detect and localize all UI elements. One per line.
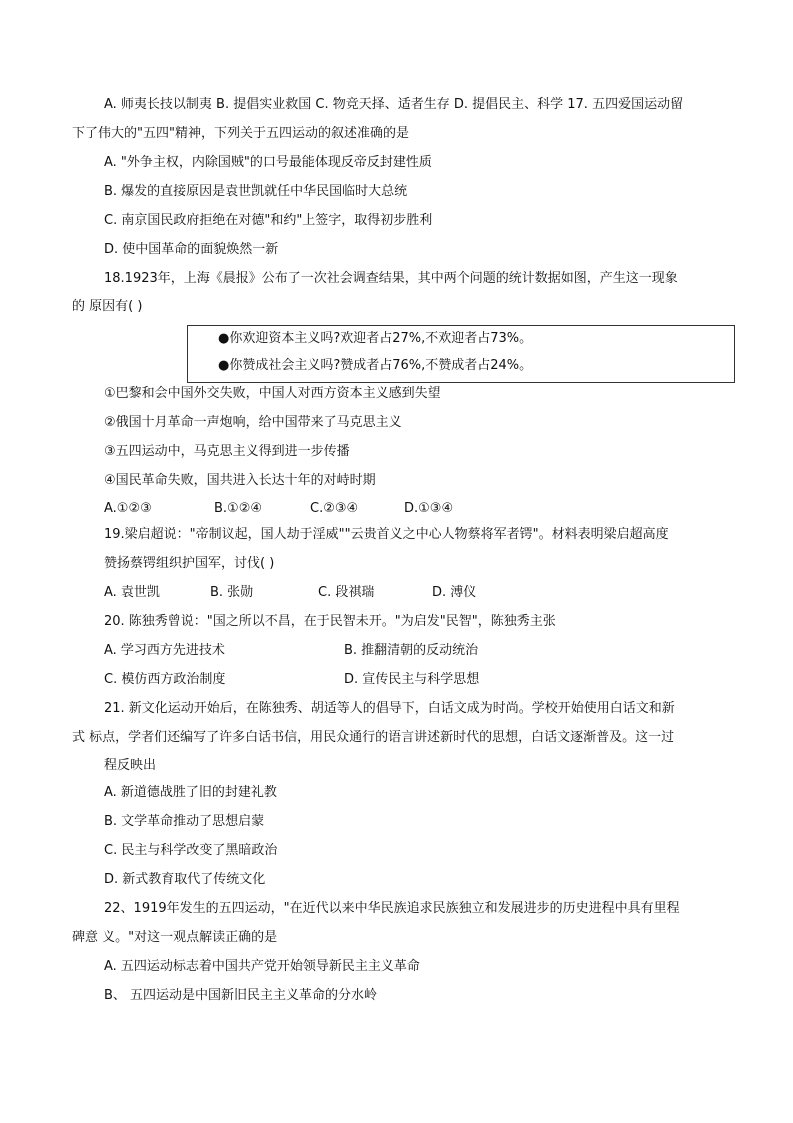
q19-stem-cont: 赞扬蔡锷组织护国军，讨伐( )	[104, 556, 275, 571]
q18-statement-2: ②俄国十月革命一声炮响，给中国带来了马克思主义	[104, 415, 402, 430]
q20-stem: 20. 陈独秀曾说："国之所以不昌，在于民智未开。"为启发"民智"，陈独秀主张	[104, 614, 556, 629]
q16-options-line: A. 师夷长技以制夷 B. 提倡实业救国 C. 物竞天择、适者生存 D. 提倡民主、科学 17. 五四爱国运动留	[104, 97, 684, 112]
q20-option-a: A. 学习西方先进技术	[104, 643, 225, 658]
q21-option-c: C. 民主与科学改变了黑暗政治	[104, 843, 278, 858]
q17-option-b: B. 爆发的直接原因是袁世凯就任中华民国临时大总统	[104, 184, 408, 199]
q19-option-c: C. 段祺瑞	[318, 585, 375, 600]
q18-stem: 18.1923年，上海《晨报》公布了一次社会调查结果，其中两个问题的统计数据如图，产生这一现象	[104, 271, 678, 286]
q19-option-b: B. 张勋	[210, 585, 254, 600]
q18-option-d: D.①③④	[404, 501, 454, 516]
q17-option-a: A. "外争主权，内除国贼"的口号最能体现反帝反封建性质	[104, 155, 432, 170]
q20-option-c: C. 模仿西方政治制度	[104, 672, 226, 687]
q18-option-a: A.①②③	[104, 501, 152, 516]
survey-line-capitalism: ●你欢迎资本主义吗?欢迎者占27%,不欢迎者占73%。	[218, 331, 533, 346]
q19-option-d: D. 溥仪	[432, 585, 477, 600]
q22-option-b: B、 五四运动是中国新旧民主主义革命的分水岭	[104, 988, 378, 1003]
q18-option-c: C.②③④	[310, 501, 359, 516]
survey-box	[187, 325, 735, 383]
q21-stem-cont: 式 标点，学者们还编写了许多白话书信，用民众通行的语言讲述新时代的思想，白话文逐渐普及。这一过	[72, 730, 675, 745]
q20-option-b: B. 推翻清朝的反动统治	[344, 643, 479, 658]
q21-option-d: D. 新式教育取代了传统文化	[104, 872, 266, 887]
q22-option-a: A. 五四运动标志着中国共产党开始领导新民主主义革命	[104, 959, 420, 974]
q21-option-a: A. 新道德战胜了旧的封建礼教	[104, 785, 277, 800]
q18-statement-4: ④国民革命失败，国共进入长达十年的对峙时期	[104, 473, 376, 488]
q22-stem: 22、1919年发生的五四运动，"在近代以来中华民族追求民族独立和发展进步的历史进程中具有里程	[104, 901, 680, 916]
survey-line-socialism: ●你赞成社会主义吗?赞成者占76%,不赞成者占24%。	[218, 358, 533, 373]
q19-option-a: A. 袁世凯	[104, 585, 160, 600]
q21-stem: 21. 新文化运动开始后，在陈独秀、胡适等人的倡导下，白话文成为时尚。学校开始使用白话文和新	[104, 701, 675, 716]
q17-option-d: D. 使中国革命的面貌焕然一新	[104, 242, 279, 257]
q18-statement-3: ③五四运动中，马克思主义得到进一步传播	[104, 444, 350, 459]
q22-stem-cont: 碑意 义。"对这一观点解读正确的是	[72, 930, 278, 945]
q21-stem-cont-2: 程反映出	[104, 758, 157, 773]
q18-statement-1: ①巴黎和会中国外交失败，中国人对西方资本主义感到失望	[104, 386, 441, 401]
q17-stem-cont: 下了伟大的"五四"精神，下列关于五四运动的叙述准确的是	[72, 126, 409, 141]
q21-option-b: B. 文学革命推动了思想启蒙	[104, 814, 265, 829]
q18-stem-cont: 的 原因有( )	[72, 299, 143, 314]
q18-option-b: B.①②④	[214, 501, 263, 516]
q20-option-d: D. 宣传民主与科学思想	[344, 672, 480, 687]
q19-stem: 19.梁启超说："帝制议起，国人劫于淫威""云贵首义之中心人物蔡将军者锷"。材料表明梁启超高度	[104, 527, 669, 542]
q17-option-c: C. 南京国民政府拒绝在对德"和约"上签字，取得初步胜利	[104, 213, 433, 228]
